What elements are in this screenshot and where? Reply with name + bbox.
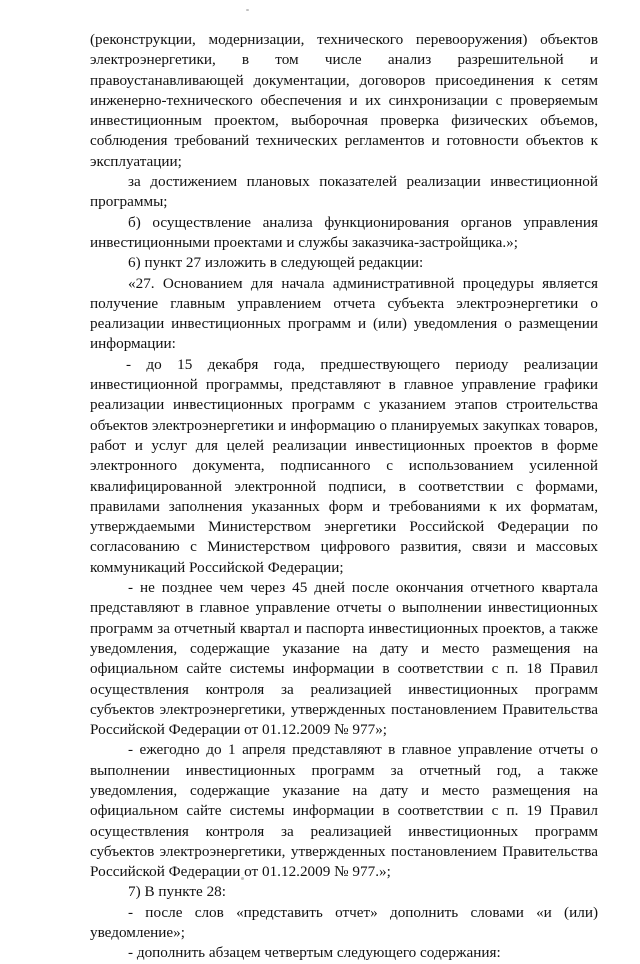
paragraph-investment-targets: за достижением плановых показателей реализации инвестиционной программы;	[90, 173, 598, 211]
paragraph-item-b: б) осуществление анализа функционирования органов управления инвестиционными проектами и службы заказчика-застройщика.»;	[90, 213, 598, 251]
paragraph-continuation: (реконструкции, модернизации, технического перевооружения) объектов электроэнергетики, в том числе анализ разрешительной и правоустанавливающей документации, договоров присоединения к сетям инженерно-технического обеспечения и их синхронизации с проверяемым инвестиционным проектом, выборочная проверка физических объемов, соблюдения требований технических регламентов и готовности объектов к эксплуатации;	[90, 31, 598, 170]
paragraph-clause-27: «27. Основанием для начала административной процедуры является получение главным управлением отчета субъекта электроэнергетики о реализации инвестиционных программ и (или) уведомления о размещении информации:	[90, 274, 598, 353]
paragraph-item-7: 7) В пункте 28:	[128, 883, 226, 901]
paragraph-item-6: 6) пункт 27 изложить в следующей редакции:	[128, 254, 424, 272]
paragraph-bullet-quarterly: - не позднее чем через 45 дней после окончания отчетного квартала представляют в главное управление отчеты о выполнении инвестиционных программ за отчетный квартал и паспорта инвестиционных проектов, а также уведомления, содержащие указание на дату и место размещения на официальном сайте системы информации в соответствии с п. 18 Правил осуществления контроля за реализацией инвестиционных программ субъектов электроэнергетики, утвержденных постановлением Правительства Российской Федерации от 01.12.2009 № 977»;	[90, 579, 598, 739]
paragraph-bullet-december: - до 15 декабря года, предшествующего периоду реализации инвестиционной программы, представляют в главное управление графики реализации инвестиционных программ с указанием этапов строительства объектов электроэнергетики и информацию о планируемых закупках товаров, работ и услуг для целей реализации инвестиционных проектов в форме электронного документа, подписанного с использованием усиленной квалифицированной электронной подписи, в соответствии с формами, правилами заполнения указанных форм и требованиями к их форматам, утверждаемыми Министерством энергетики Российской Федерации по согласованию с Министерством цифрового развития, связи и массовых коммуникаций Российской Федерации;	[90, 355, 598, 576]
paragraph-bullet-annual: - ежегодно до 1 апреля представляют в главное управление отчеты о выполнении инвестиционных программ за отчетный год, а также уведомления, содержащие указание на дату и место размещения на официальном сайте системы информации в соответствии с п. 19 Правил осуществления контроля за реализацией инвестиционных программ субъектов электроэнергетики, утвержденных постановлением Правительства Российской Федерации от 01.12.2009 № 977.»;	[90, 741, 598, 881]
paragraph-bullet-after-words: - после слов «представить отчет» дополнить словами «и (или) уведомление»;	[90, 903, 598, 942]
paragraph-bullet-add-fourth: - дополнить абзацем четвертым следующего содержания:	[128, 944, 501, 962]
document-body	[90, 30, 598, 964]
scan-speck	[246, 9, 249, 11]
